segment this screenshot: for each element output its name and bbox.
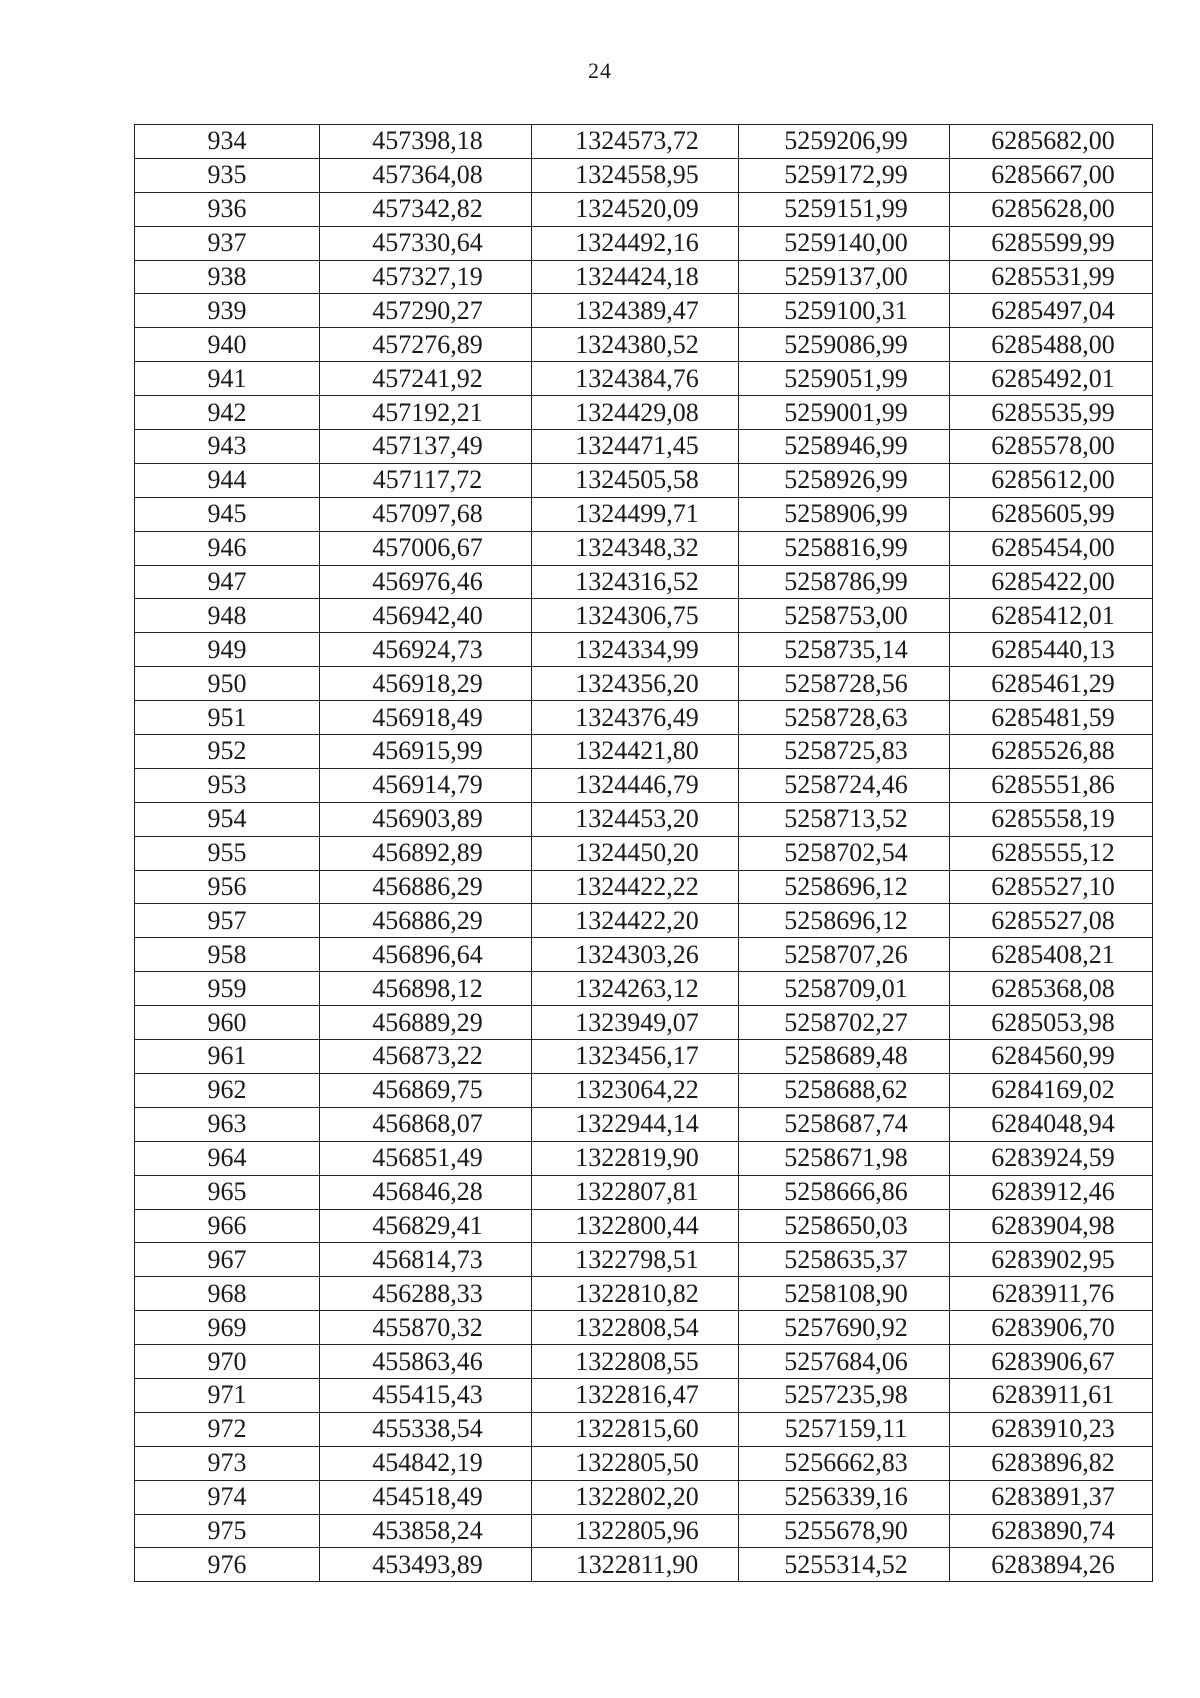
point-number-cell: 968: [135, 1277, 320, 1311]
coord-x-cell: 456915,99: [320, 735, 532, 769]
table-row: [135, 1175, 1153, 1209]
coord-y2-cell: 6283896,82: [950, 1446, 1153, 1480]
table-row: [135, 1243, 1153, 1277]
coord-x-cell: 456846,28: [320, 1175, 532, 1209]
coord-x2-cell: 5258687,74: [739, 1107, 950, 1141]
coord-x-cell: 457006,67: [320, 531, 532, 565]
coord-x2-cell: 5259086,99: [739, 328, 950, 362]
table-row: [135, 565, 1153, 599]
table-row: [135, 1548, 1153, 1582]
coord-y2-cell: 6285599,99: [950, 226, 1153, 260]
coord-x-cell: 457327,19: [320, 260, 532, 294]
coord-x2-cell: 5255678,90: [739, 1514, 950, 1548]
coord-x-cell: 457137,49: [320, 430, 532, 464]
coord-x-cell: 455415,43: [320, 1378, 532, 1412]
coord-x2-cell: 5258728,63: [739, 701, 950, 735]
coord-y-cell: 1322802,20: [532, 1480, 739, 1514]
table-row: [135, 1073, 1153, 1107]
table-row: [135, 1446, 1153, 1480]
table-row: [135, 125, 1153, 159]
coord-y-cell: 1324499,71: [532, 497, 739, 531]
coord-x-cell: 456889,29: [320, 1006, 532, 1040]
table-row: [135, 1277, 1153, 1311]
coord-y2-cell: 6283891,37: [950, 1480, 1153, 1514]
coord-y2-cell: 6285368,08: [950, 972, 1153, 1006]
coord-x-cell: 454842,19: [320, 1446, 532, 1480]
coord-x-cell: 456814,73: [320, 1243, 532, 1277]
point-number-cell: 942: [135, 396, 320, 430]
point-number-cell: 957: [135, 904, 320, 938]
coord-x-cell: 456873,22: [320, 1040, 532, 1074]
coord-y2-cell: 6283906,70: [950, 1311, 1153, 1345]
table-body: [135, 125, 1153, 1582]
coord-x2-cell: 5258702,54: [739, 836, 950, 870]
coord-x2-cell: 5256339,16: [739, 1480, 950, 1514]
coord-x2-cell: 5258702,27: [739, 1006, 950, 1040]
coord-y-cell: 1322798,51: [532, 1243, 739, 1277]
coord-y-cell: 1322811,90: [532, 1548, 739, 1582]
coord-x2-cell: 5257684,06: [739, 1345, 950, 1379]
point-number-cell: 975: [135, 1514, 320, 1548]
coord-x2-cell: 5258666,86: [739, 1175, 950, 1209]
coord-x-cell: 456896,64: [320, 938, 532, 972]
coord-y-cell: 1324316,52: [532, 565, 739, 599]
table-row: [135, 735, 1153, 769]
table-row: [135, 192, 1153, 226]
point-number-cell: 944: [135, 463, 320, 497]
point-number-cell: 963: [135, 1107, 320, 1141]
coord-y2-cell: 6284048,94: [950, 1107, 1153, 1141]
coord-x2-cell: 5257690,92: [739, 1311, 950, 1345]
table-row: [135, 1141, 1153, 1175]
coord-y2-cell: 6285558,19: [950, 802, 1153, 836]
coord-x-cell: 456898,12: [320, 972, 532, 1006]
coord-x-cell: 457241,92: [320, 362, 532, 396]
coord-x-cell: 456851,49: [320, 1141, 532, 1175]
table-row: [135, 599, 1153, 633]
table-row: [135, 497, 1153, 531]
coord-y-cell: 1324450,20: [532, 836, 739, 870]
coord-x-cell: 453858,24: [320, 1514, 532, 1548]
point-number-cell: 972: [135, 1412, 320, 1446]
point-number-cell: 970: [135, 1345, 320, 1379]
coord-y-cell: 1324384,76: [532, 362, 739, 396]
table-row: [135, 1311, 1153, 1345]
coord-y2-cell: 6285492,01: [950, 362, 1153, 396]
coord-y-cell: 1324306,75: [532, 599, 739, 633]
coord-x2-cell: 5259137,00: [739, 260, 950, 294]
coord-x2-cell: 5258786,99: [739, 565, 950, 599]
coord-x2-cell: 5258816,99: [739, 531, 950, 565]
coord-x2-cell: 5258946,99: [739, 430, 950, 464]
coord-y-cell: 1324376,49: [532, 701, 739, 735]
coord-y2-cell: 6283890,74: [950, 1514, 1153, 1548]
point-number-cell: 955: [135, 836, 320, 870]
coord-x2-cell: 5258688,62: [739, 1073, 950, 1107]
coord-x2-cell: 5259172,99: [739, 158, 950, 192]
coord-x-cell: 455870,32: [320, 1311, 532, 1345]
coord-y-cell: 1324573,72: [532, 125, 739, 159]
coord-x2-cell: 5255314,52: [739, 1548, 950, 1582]
point-number-cell: 935: [135, 158, 320, 192]
coord-x-cell: 457398,18: [320, 125, 532, 159]
coord-y2-cell: 6283911,76: [950, 1277, 1153, 1311]
page-number: 24: [588, 58, 612, 83]
coord-y2-cell: 6285422,00: [950, 565, 1153, 599]
coord-y2-cell: 6285551,86: [950, 768, 1153, 802]
coord-y2-cell: 6283902,95: [950, 1243, 1153, 1277]
coord-y2-cell: 6285667,00: [950, 158, 1153, 192]
table-row: [135, 362, 1153, 396]
coord-y2-cell: 6283911,61: [950, 1378, 1153, 1412]
coord-y2-cell: 6284169,02: [950, 1073, 1153, 1107]
coord-y-cell: 1324348,32: [532, 531, 739, 565]
coord-y2-cell: 6285578,00: [950, 430, 1153, 464]
coord-x2-cell: 5258725,83: [739, 735, 950, 769]
coord-x-cell: 457364,08: [320, 158, 532, 192]
table-row: [135, 158, 1153, 192]
coord-y-cell: 1324520,09: [532, 192, 739, 226]
coord-y2-cell: 6283912,46: [950, 1175, 1153, 1209]
table-row: [135, 667, 1153, 701]
point-number-cell: 938: [135, 260, 320, 294]
coord-x-cell: 455338,54: [320, 1412, 532, 1446]
table-row: [135, 463, 1153, 497]
coord-x-cell: 454518,49: [320, 1480, 532, 1514]
coord-y-cell: 1322805,96: [532, 1514, 739, 1548]
point-number-cell: 951: [135, 701, 320, 735]
point-number-cell: 962: [135, 1073, 320, 1107]
point-number-cell: 954: [135, 802, 320, 836]
coord-x-cell: 457097,68: [320, 497, 532, 531]
table-row: [135, 1209, 1153, 1243]
coord-x-cell: 456918,49: [320, 701, 532, 735]
table-row: [135, 1412, 1153, 1446]
point-number-cell: 940: [135, 328, 320, 362]
table-row: [135, 768, 1153, 802]
coord-x2-cell: 5259206,99: [739, 125, 950, 159]
coord-x-cell: 456868,07: [320, 1107, 532, 1141]
coord-y2-cell: 6283906,67: [950, 1345, 1153, 1379]
point-number-cell: 960: [135, 1006, 320, 1040]
coord-x2-cell: 5257159,11: [739, 1412, 950, 1446]
coord-y2-cell: 6283894,26: [950, 1548, 1153, 1582]
point-number-cell: 964: [135, 1141, 320, 1175]
point-number-cell: 950: [135, 667, 320, 701]
coord-x-cell: 456918,29: [320, 667, 532, 701]
coord-y-cell: 1322807,81: [532, 1175, 739, 1209]
coord-x2-cell: 5258753,00: [739, 599, 950, 633]
coord-x2-cell: 5258707,26: [739, 938, 950, 972]
point-number-cell: 953: [135, 768, 320, 802]
coord-x2-cell: 5258635,37: [739, 1243, 950, 1277]
coord-y2-cell: 6285454,00: [950, 531, 1153, 565]
coord-x-cell: 456903,89: [320, 802, 532, 836]
coord-y-cell: 1323064,22: [532, 1073, 739, 1107]
coord-x-cell: 457276,89: [320, 328, 532, 362]
coord-y-cell: 1324263,12: [532, 972, 739, 1006]
point-number-cell: 965: [135, 1175, 320, 1209]
coord-y-cell: 1324356,20: [532, 667, 739, 701]
coord-y2-cell: 6285682,00: [950, 125, 1153, 159]
point-number-cell: 974: [135, 1480, 320, 1514]
table-row: [135, 1107, 1153, 1141]
coord-x-cell: 456942,40: [320, 599, 532, 633]
coord-y-cell: 1324380,52: [532, 328, 739, 362]
coord-x2-cell: 5258696,12: [739, 904, 950, 938]
coord-y2-cell: 6285628,00: [950, 192, 1153, 226]
table-row: [135, 972, 1153, 1006]
coord-y2-cell: 6285488,00: [950, 328, 1153, 362]
table-row: [135, 904, 1153, 938]
coord-y2-cell: 6285440,13: [950, 633, 1153, 667]
coord-x-cell: 456829,41: [320, 1209, 532, 1243]
coord-y2-cell: 6285481,59: [950, 701, 1153, 735]
coord-x2-cell: 5259151,99: [739, 192, 950, 226]
point-number-cell: 952: [135, 735, 320, 769]
table-row: [135, 328, 1153, 362]
point-number-cell: 961: [135, 1040, 320, 1074]
coord-x2-cell: 5259100,31: [739, 294, 950, 328]
coord-y2-cell: 6285527,10: [950, 870, 1153, 904]
table-row: [135, 260, 1153, 294]
coord-x-cell: 456869,75: [320, 1073, 532, 1107]
table-row: [135, 1480, 1153, 1514]
coord-y2-cell: 6283904,98: [950, 1209, 1153, 1243]
table-row: [135, 531, 1153, 565]
coord-x-cell: 456914,79: [320, 768, 532, 802]
coord-x2-cell: 5258650,03: [739, 1209, 950, 1243]
coord-y2-cell: 6285412,01: [950, 599, 1153, 633]
coord-y2-cell: 6283924,59: [950, 1141, 1153, 1175]
table-row: [135, 1006, 1153, 1040]
point-number-cell: 941: [135, 362, 320, 396]
table-row: [135, 226, 1153, 260]
table-row: [135, 870, 1153, 904]
point-number-cell: 943: [135, 430, 320, 464]
coord-y2-cell: 6285605,99: [950, 497, 1153, 531]
point-number-cell: 958: [135, 938, 320, 972]
coordinate-table: [134, 124, 1153, 1582]
coord-x2-cell: 5258696,12: [739, 870, 950, 904]
point-number-cell: 939: [135, 294, 320, 328]
coord-x-cell: 457342,82: [320, 192, 532, 226]
coord-y2-cell: 6285555,12: [950, 836, 1153, 870]
coord-y-cell: 1324422,22: [532, 870, 739, 904]
coord-y2-cell: 6284560,99: [950, 1040, 1153, 1074]
coord-y-cell: 1324492,16: [532, 226, 739, 260]
coord-y-cell: 1322816,47: [532, 1378, 739, 1412]
coord-y-cell: 1324421,80: [532, 735, 739, 769]
coord-x-cell: 456886,29: [320, 870, 532, 904]
table-row: [135, 701, 1153, 735]
coord-y-cell: 1323456,17: [532, 1040, 739, 1074]
point-number-cell: 956: [135, 870, 320, 904]
point-number-cell: 967: [135, 1243, 320, 1277]
coord-x2-cell: 5258713,52: [739, 802, 950, 836]
coord-y2-cell: 6285527,08: [950, 904, 1153, 938]
coord-x2-cell: 5258671,98: [739, 1141, 950, 1175]
coord-x2-cell: 5258906,99: [739, 497, 950, 531]
table-row: [135, 802, 1153, 836]
coord-y2-cell: 6285526,88: [950, 735, 1153, 769]
coord-x2-cell: 5259140,00: [739, 226, 950, 260]
point-number-cell: 945: [135, 497, 320, 531]
coord-y-cell: 1324303,26: [532, 938, 739, 972]
table-row: [135, 633, 1153, 667]
coord-y2-cell: 6285053,98: [950, 1006, 1153, 1040]
coord-x-cell: 453493,89: [320, 1548, 532, 1582]
coord-x-cell: 456288,33: [320, 1277, 532, 1311]
coord-x-cell: 457330,64: [320, 226, 532, 260]
coord-y-cell: 1324558,95: [532, 158, 739, 192]
table-row: [135, 430, 1153, 464]
coord-y-cell: 1324389,47: [532, 294, 739, 328]
coord-x2-cell: 5258735,14: [739, 633, 950, 667]
coord-x-cell: 456976,46: [320, 565, 532, 599]
coord-y-cell: 1322944,14: [532, 1107, 739, 1141]
coord-x-cell: 456892,89: [320, 836, 532, 870]
coord-y-cell: 1322815,60: [532, 1412, 739, 1446]
coord-y-cell: 1323949,07: [532, 1006, 739, 1040]
coord-y-cell: 1322810,82: [532, 1277, 739, 1311]
point-number-cell: 937: [135, 226, 320, 260]
point-number-cell: 934: [135, 125, 320, 159]
coord-y-cell: 1324424,18: [532, 260, 739, 294]
coord-x-cell: 457290,27: [320, 294, 532, 328]
coord-y-cell: 1324446,79: [532, 768, 739, 802]
coord-y-cell: 1324334,99: [532, 633, 739, 667]
coord-y-cell: 1322805,50: [532, 1446, 739, 1480]
coord-x-cell: 455863,46: [320, 1345, 532, 1379]
table-row: [135, 294, 1153, 328]
point-number-cell: 947: [135, 565, 320, 599]
point-number-cell: 949: [135, 633, 320, 667]
coord-x2-cell: 5258724,46: [739, 768, 950, 802]
point-number-cell: 936: [135, 192, 320, 226]
coord-x2-cell: 5256662,83: [739, 1446, 950, 1480]
coord-x2-cell: 5258926,99: [739, 463, 950, 497]
coord-y-cell: 1322808,54: [532, 1311, 739, 1345]
coord-y-cell: 1322819,90: [532, 1141, 739, 1175]
coord-y2-cell: 6283910,23: [950, 1412, 1153, 1446]
coord-x2-cell: 5259051,99: [739, 362, 950, 396]
coord-x-cell: 457117,72: [320, 463, 532, 497]
point-number-cell: 971: [135, 1378, 320, 1412]
coord-x-cell: 457192,21: [320, 396, 532, 430]
coord-x2-cell: 5258728,56: [739, 667, 950, 701]
table-row: [135, 1040, 1153, 1074]
coord-y-cell: 1322808,55: [532, 1345, 739, 1379]
point-number-cell: 966: [135, 1209, 320, 1243]
coord-y2-cell: 6285461,29: [950, 667, 1153, 701]
coord-x2-cell: 5257235,98: [739, 1378, 950, 1412]
table-row: [135, 836, 1153, 870]
coord-y2-cell: 6285535,99: [950, 396, 1153, 430]
coord-y-cell: 1322800,44: [532, 1209, 739, 1243]
coord-y-cell: 1324429,08: [532, 396, 739, 430]
coord-x2-cell: 5258689,48: [739, 1040, 950, 1074]
point-number-cell: 976: [135, 1548, 320, 1582]
coord-x-cell: 456924,73: [320, 633, 532, 667]
coord-y2-cell: 6285612,00: [950, 463, 1153, 497]
coord-y-cell: 1324422,20: [532, 904, 739, 938]
table-row: [135, 396, 1153, 430]
table-row: [135, 1345, 1153, 1379]
coord-y-cell: 1324453,20: [532, 802, 739, 836]
table-row: [135, 1514, 1153, 1548]
coord-y2-cell: 6285408,21: [950, 938, 1153, 972]
point-number-cell: 959: [135, 972, 320, 1006]
coord-y2-cell: 6285531,99: [950, 260, 1153, 294]
coord-x2-cell: 5259001,99: [739, 396, 950, 430]
coord-x2-cell: 5258108,90: [739, 1277, 950, 1311]
point-number-cell: 973: [135, 1446, 320, 1480]
point-number-cell: 969: [135, 1311, 320, 1345]
coord-y2-cell: 6285497,04: [950, 294, 1153, 328]
point-number-cell: 946: [135, 531, 320, 565]
coord-x-cell: 456886,29: [320, 904, 532, 938]
coord-y-cell: 1324471,45: [532, 430, 739, 464]
table-row: [135, 1378, 1153, 1412]
point-number-cell: 948: [135, 599, 320, 633]
coord-y-cell: 1324505,58: [532, 463, 739, 497]
table-row: [135, 938, 1153, 972]
coord-x2-cell: 5258709,01: [739, 972, 950, 1006]
